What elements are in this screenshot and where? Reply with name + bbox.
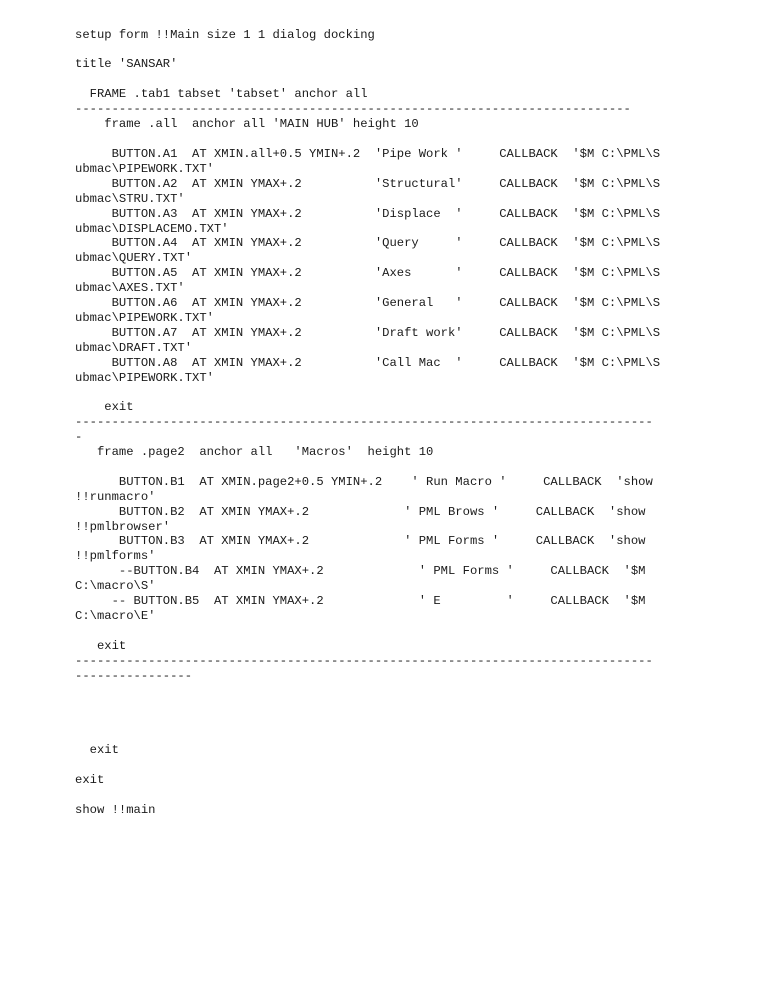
code-line: ubmac\AXES.TXT'	[75, 281, 185, 295]
code-line: -- BUTTON.B5 AT XMIN YMAX+.2 ' E ' CALLBACK '$M	[75, 594, 646, 608]
separator-line: ----------------------------------------------------------------------------	[75, 102, 631, 116]
code-line: BUTTON.A6 AT XMIN YMAX+.2 'General ' CALLBACK '$M C:\PML\S	[75, 296, 661, 310]
separator-line: ----------------	[75, 669, 193, 683]
code-line: title 'SANSAR'	[75, 57, 178, 71]
code-line: BUTTON.A5 AT XMIN YMAX+.2 'Axes ' CALLBACK '$M C:\PML\S	[75, 266, 661, 280]
code-line: exit	[75, 400, 134, 414]
code-line: BUTTON.A2 AT XMIN YMAX+.2 'Structural' CALLBACK '$M C:\PML\S	[75, 177, 661, 191]
code-line: BUTTON.A3 AT XMIN YMAX+.2 'Displace ' CALLBACK '$M C:\PML\S	[75, 207, 661, 221]
code-line: frame .page2 anchor all 'Macros' height 10	[75, 445, 434, 459]
code-line: ubmac\DRAFT.TXT'	[75, 341, 193, 355]
code-line: BUTTON.B3 AT XMIN YMAX+.2 ' PML Forms ' CALLBACK 'show	[75, 534, 646, 548]
code-line: ubmac\DISPLACEMO.TXT'	[75, 222, 229, 236]
code-line: BUTTON.B2 AT XMIN YMAX+.2 ' PML Brows ' CALLBACK 'show	[75, 505, 646, 519]
separator-line: -------------------------------------------------------------------------------	[75, 654, 653, 668]
code-line: !!pmlforms'	[75, 549, 156, 563]
code-line: ubmac\STRU.TXT'	[75, 192, 185, 206]
code-line: ubmac\PIPEWORK.TXT'	[75, 311, 214, 325]
code-line: setup form !!Main size 1 1 dialog docking	[75, 28, 375, 42]
code-line: exit	[75, 639, 127, 653]
separator-line: -------------------------------------------------------------------------------	[75, 415, 653, 429]
separator-line: -	[75, 430, 83, 444]
code-line: BUTTON.A4 AT XMIN YMAX+.2 'Query ' CALLBACK '$M C:\PML\S	[75, 236, 661, 250]
code-line: BUTTON.A1 AT XMIN.all+0.5 YMIN+.2 'Pipe Work ' CALLBACK '$M C:\PML\S	[75, 147, 661, 161]
code-line: C:\macro\S'	[75, 579, 156, 593]
code-line: show !!main	[75, 803, 156, 817]
code-line: BUTTON.A7 AT XMIN YMAX+.2 'Draft work' CALLBACK '$M C:\PML\S	[75, 326, 661, 340]
code-line: BUTTON.A8 AT XMIN YMAX+.2 'Call Mac ' CALLBACK '$M C:\PML\S	[75, 356, 661, 370]
code-line: !!pmlbrowser'	[75, 520, 171, 534]
code-line: !!runmacro'	[75, 490, 156, 504]
code-line: exit	[75, 773, 105, 787]
code-line: frame .all anchor all 'MAIN HUB' height 10	[75, 117, 419, 131]
code-line: ubmac\PIPEWORK.TXT'	[75, 371, 214, 385]
code-line: exit	[75, 743, 119, 757]
code-line: --BUTTON.B4 AT XMIN YMAX+.2 ' PML Forms ' CALLBACK '$M	[75, 564, 646, 578]
code-line: ubmac\PIPEWORK.TXT'	[75, 162, 214, 176]
code-line: FRAME .tab1 tabset 'tabset' anchor all	[75, 87, 368, 101]
code-line: BUTTON.B1 AT XMIN.page2+0.5 YMIN+.2 ' Run Macro ' CALLBACK 'show	[75, 475, 653, 489]
code-line: C:\macro\E'	[75, 609, 156, 623]
code-line: ubmac\QUERY.TXT'	[75, 251, 193, 265]
